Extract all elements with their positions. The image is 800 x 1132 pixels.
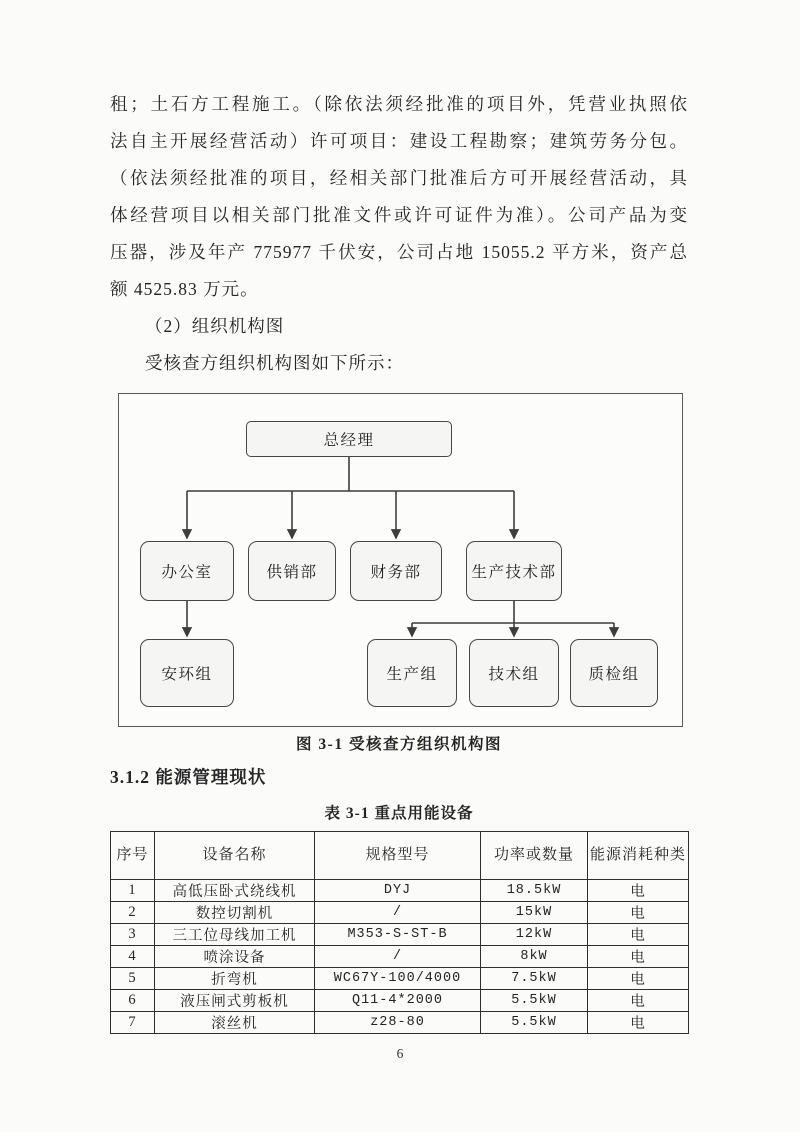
table-row	[111, 946, 689, 968]
table-cell: 18.5kW	[481, 880, 588, 902]
table-cell: 4	[111, 946, 155, 968]
table-cell: 15kW	[481, 902, 588, 924]
table-cell: z28-80	[315, 1012, 481, 1034]
list-item-2-label: （2）组织机构图	[145, 316, 285, 336]
table-cell: WC67Y-100/4000	[315, 968, 481, 990]
table-cell: 高低压卧式绕线机	[155, 880, 315, 902]
table-cell: 6	[111, 990, 155, 1012]
paragraph-line: 租；土石方工程施工。（除依法须经批准的项目外，凭营业执照依	[110, 94, 688, 114]
table-row	[111, 990, 689, 1012]
table-cell: 电	[588, 946, 689, 968]
org-node-general-manager: 总经理	[246, 421, 452, 457]
table-cell: 5.5kW	[481, 1012, 588, 1034]
table-cell: 电	[588, 880, 689, 902]
paragraph-line: 法自主开展经营活动）许可项目：建设工程勘察；建筑劳务分包。	[110, 131, 688, 151]
org-chart	[118, 393, 683, 727]
table-cell: 数控切割机	[155, 902, 315, 924]
table-cell: 7.5kW	[481, 968, 588, 990]
org-node-qc-group: 质检组	[570, 639, 658, 707]
table-cell: 喷涂设备	[155, 946, 315, 968]
table-header-cell: 序号	[111, 832, 155, 880]
table-header-cell: 规格型号	[315, 832, 481, 880]
org-node-tech-group: 技术组	[469, 639, 559, 707]
org-node-office: 办公室	[140, 541, 234, 601]
section-heading: 3.1.2 能源管理现状	[110, 767, 267, 787]
equipment-table-body	[111, 880, 689, 1034]
table-cell: 电	[588, 924, 689, 946]
paragraph-line: （依法须经批准的项目，经相关部门批准后方可开展经营活动，具	[110, 168, 688, 188]
figure-intro-line: 受核查方组织机构图如下所示：	[145, 353, 404, 373]
table-cell: 电	[588, 990, 689, 1012]
org-node-production-group: 生产组	[367, 639, 457, 707]
table-cell: 滚丝机	[155, 1012, 315, 1034]
paragraph-line: 压器，涉及年产 775977 千伏安，公司占地 15055.2 平方米，资产总	[110, 242, 688, 262]
table-row	[111, 880, 689, 902]
table-cell: 5.5kW	[481, 990, 588, 1012]
table-cell: 三工位母线加工机	[155, 924, 315, 946]
table-cell: 1	[111, 880, 155, 902]
org-node-safety-group: 安环组	[140, 639, 234, 707]
table-cell: 12kW	[481, 924, 588, 946]
table-cell: 液压闸式剪板机	[155, 990, 315, 1012]
table-cell: 电	[588, 902, 689, 924]
table-header-cell: 功率或数量	[481, 832, 588, 880]
table-cell: Q11-4*2000	[315, 990, 481, 1012]
table-row	[111, 968, 689, 990]
table-cell: 8kW	[481, 946, 588, 968]
table-cell: /	[315, 902, 481, 924]
table-cell: 电	[588, 968, 689, 990]
body-paragraph	[110, 86, 688, 382]
table-cell: M353-S-ST-B	[315, 924, 481, 946]
paragraph-line: 额 4525.83 万元。	[110, 279, 259, 299]
org-node-supply-dept: 供销部	[248, 541, 336, 601]
table-header-cell: 设备名称	[155, 832, 315, 880]
table-header-row	[111, 832, 689, 880]
page-number: 6	[396, 1046, 404, 1061]
equipment-table	[110, 831, 689, 1034]
paragraph-line: 体经营项目以相关部门批准文件或许可证件为准）。公司产品为变	[110, 205, 688, 225]
table-row	[111, 924, 689, 946]
table-cell: 7	[111, 1012, 155, 1034]
table-cell: /	[315, 946, 481, 968]
org-node-finance-dept: 财务部	[350, 541, 442, 601]
org-node-production-tech-dept: 生产技术部	[466, 541, 562, 601]
table-cell: 电	[588, 1012, 689, 1034]
table-title: 表 3-1 重点用能设备	[324, 805, 474, 822]
figure-caption: 图 3-1 受核查方组织机构图	[296, 736, 502, 753]
table-cell: 2	[111, 902, 155, 924]
table-cell: 折弯机	[155, 968, 315, 990]
table-header-cell: 能源消耗种类	[588, 832, 689, 880]
table-cell: 3	[111, 924, 155, 946]
table-row	[111, 902, 689, 924]
table-row	[111, 1012, 689, 1034]
table-cell: DYJ	[315, 880, 481, 902]
table-cell: 5	[111, 968, 155, 990]
